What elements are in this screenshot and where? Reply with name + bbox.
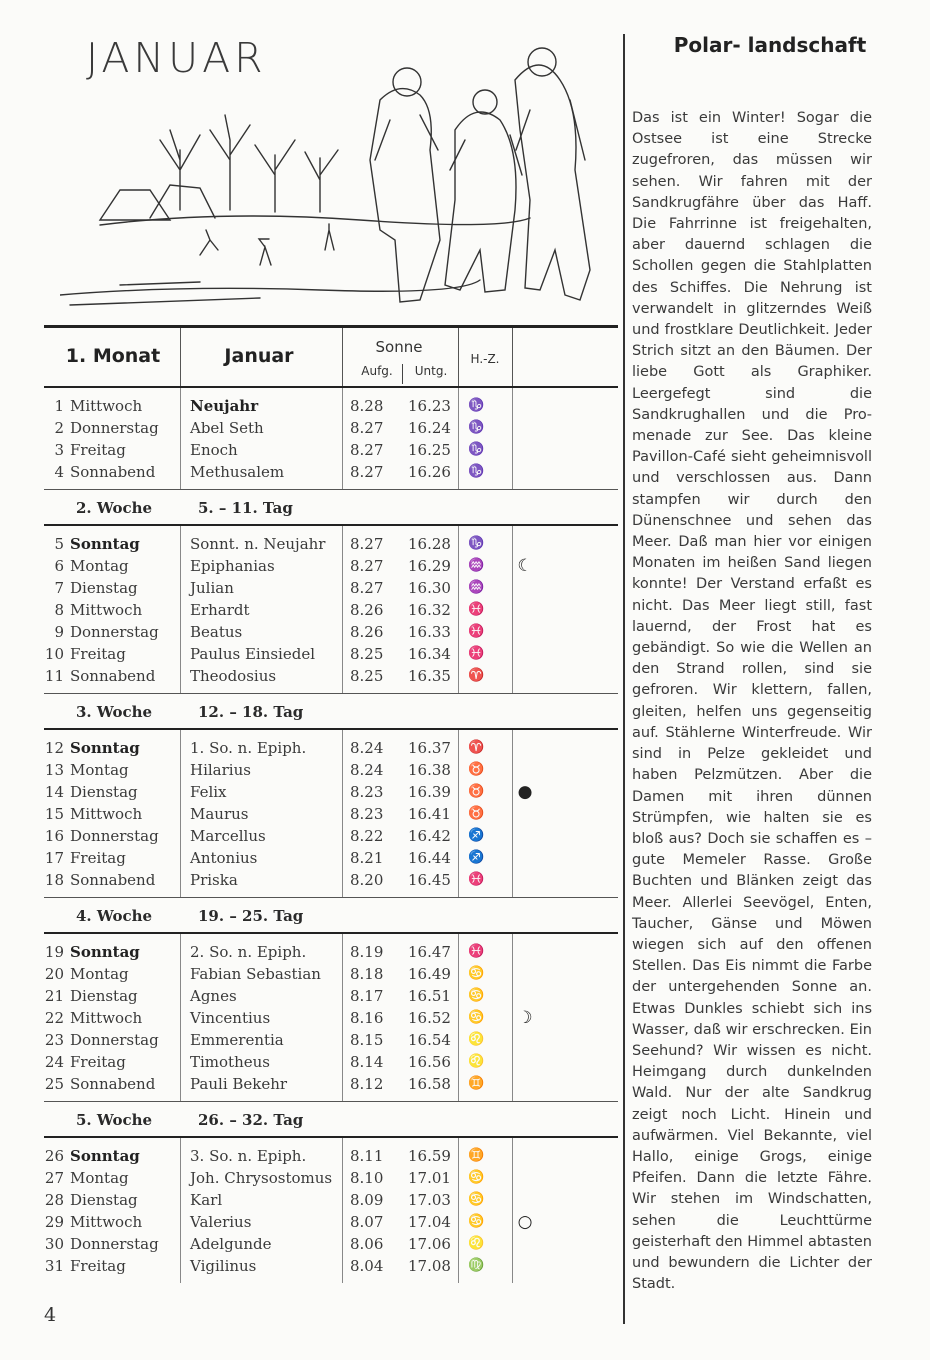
day-row: [44, 1007, 618, 1029]
day-number: 29: [44, 1213, 64, 1231]
day-number: 24: [44, 1053, 64, 1071]
header-set-label: Untg.: [414, 364, 448, 378]
day-row: [44, 847, 618, 869]
zodiac-icon: ♊: [468, 1148, 485, 1163]
sunset-time: 16.58: [408, 1075, 451, 1093]
column-divider: [342, 328, 343, 386]
weekday: Dienstag: [70, 783, 138, 801]
name-day: Antonius: [190, 849, 258, 867]
column-divider-rule: [623, 34, 625, 1324]
weekday: Sonnabend: [70, 463, 156, 481]
name-day: Karl: [190, 1191, 223, 1209]
weekday: Sonntag: [70, 739, 140, 757]
weekday: Montag: [70, 965, 129, 983]
zodiac-icon: ♑: [468, 464, 485, 479]
sunrise-time: 8.25: [350, 645, 384, 663]
zodiac-icon: ♍: [468, 1258, 485, 1273]
week-label: 5. Woche: [76, 1111, 153, 1129]
day-row: [44, 1255, 618, 1277]
weekday: Sonnabend: [70, 1075, 156, 1093]
sunrise-time: 8.26: [350, 623, 384, 641]
name-day: Hilarius: [190, 761, 251, 779]
name-day: Vincentius: [190, 1009, 271, 1027]
weekday: Mittwoch: [70, 1009, 143, 1027]
name-day: Marcellus: [190, 827, 266, 845]
day-row: [44, 1073, 618, 1095]
sunset-time: 16.35: [408, 667, 451, 685]
page-number: 4: [44, 1304, 57, 1326]
zodiac-icon: ♊: [468, 1076, 485, 1091]
name-day: Neujahr: [190, 397, 259, 415]
sunrise-time: 8.23: [350, 783, 384, 801]
sunset-time: 16.25: [408, 441, 451, 459]
day-row: [44, 643, 618, 665]
zodiac-icon: ♋: [468, 988, 485, 1003]
day-row: [44, 439, 618, 461]
sunrise-time: 8.11: [350, 1147, 384, 1165]
day-row: [44, 803, 618, 825]
weekday: Donnerstag: [70, 1031, 159, 1049]
sunrise-time: 8.07: [350, 1213, 384, 1231]
sun-subdivider: [402, 364, 403, 384]
weekday: Mittwoch: [70, 805, 143, 823]
sunset-time: 16.54: [408, 1031, 451, 1049]
weekday: Montag: [70, 557, 129, 575]
sidebar-article-text: Das ist ein Winter! Sogar die Ostsee ist eine Strecke zugefroren, das müssen wir sehen. Wir fahren mit der Sandkrugfähre über das Haff. Die Fahrrinne ist freigehalten, aber dauernd schlagen die Schollen gegen die Stahlplatten des Schiffes. Die Nehrung ist verwandelt in glitzerndes Weiß und frostklare Deutlichkeit. Jeder Strich sitzt an den Bäumen. Der liebe Gott als Graphiker. Leergefegt sind die Sandkrughallen und die Promenade zur See. Das kleine Pavillon-Café sieht geheimnisvoll und verschlossen aus. Dann stampfen wir durch den Dünenschnee und sehen das Meer. Daß man hier vor einigen Monaten im heißen Sand liegen konnte! Der Verstand erfaßt es nicht. Das Meer liegt still, fast lauernd, der Frost hat es gebändigt. So wie die Wellen an den Strand rollen, sind sie gefroren. Wir klettern, fallen, gleiten, helfen uns gegenseitig auf. Stählerne Winterfreude. Wir sind in Pelze gekleidet und haben Pelzmützen. Aber die Damen mit ihren dünnen Strümpfen, wie halten sie es bloß aus? Doch sie schaffen es – gute Memeler Rasse. Große Buchten und Blänken zeigt das Meer. Allerlei Seevögel, Enten, Taucher, Gänse und Möwen wiegen sich auf den offenen Stellen. Das Eis nimmt die Farbe der untergehenden Sonne an. Etwas Dunkles schiebt sich ins Wasser, daß wir erschrecken. Ein Seehund? Wir wissen es nicht. Heimgang durch dunkelnden Wald. Nur der alte Sandkrug zeigt noch Licht. Hinein und aufwärmen. Viel Bekannte, viel Hallo, einige Grogs, einige Pfeifen. Dann die letzte Fähre. Wir stehen im Windschatten, sehen die Leuchttürme geisterhaft den Himmel abtasten und bewundern die Lichter der Stadt.: [632, 110, 872, 1293]
sunrise-time: 8.28: [350, 397, 384, 415]
calendar-table: [44, 325, 618, 1283]
weekday: Dienstag: [70, 987, 138, 1005]
week-day-range: 26. – 32. Tag: [198, 1111, 304, 1129]
weekday: Dienstag: [70, 579, 138, 597]
winter-scene-illustration: [60, 40, 616, 330]
day-number: 5: [54, 535, 64, 553]
zodiac-icon: ♌: [468, 1236, 485, 1251]
sunrise-time: 8.27: [350, 441, 384, 459]
zodiac-icon: ♉: [468, 762, 485, 777]
zodiac-icon: ♒: [468, 580, 485, 595]
zodiac-icon: ♓: [468, 646, 485, 661]
sunset-time: 16.51: [408, 987, 451, 1005]
weekday: Freitag: [70, 441, 126, 459]
day-number: 22: [44, 1009, 64, 1027]
sunset-time: 16.47: [408, 943, 451, 961]
sunset-time: 16.44: [408, 849, 451, 867]
sidebar-title: Polar- landschaft: [673, 33, 867, 57]
sunset-time: 16.41: [408, 805, 451, 823]
day-row: [44, 781, 618, 803]
day-row: [44, 1167, 618, 1189]
sunrise-time: 8.04: [350, 1257, 384, 1275]
day-number: 31: [44, 1257, 64, 1275]
day-row: [44, 1233, 618, 1255]
sunrise-time: 8.23: [350, 805, 384, 823]
week-block: [44, 730, 618, 898]
zodiac-icon: ♋: [468, 966, 485, 981]
day-row: [44, 417, 618, 439]
day-number: 21: [44, 987, 64, 1005]
day-number: 20: [44, 965, 64, 983]
weekday: Sonntag: [70, 1147, 140, 1165]
weekday: Donnerstag: [70, 419, 159, 437]
day-number: 26: [44, 1147, 64, 1165]
sunrise-time: 8.09: [350, 1191, 384, 1209]
week-block: [44, 388, 618, 490]
sunrise-time: 8.22: [350, 827, 384, 845]
zodiac-icon: ♋: [468, 1170, 485, 1185]
zodiac-icon: ♈: [468, 668, 485, 683]
weekday: Dienstag: [70, 1191, 138, 1209]
day-number: 2: [54, 419, 64, 437]
name-day: Fabian Sebastian: [190, 965, 321, 983]
weekday: Sonnabend: [70, 871, 156, 889]
day-row: [44, 461, 618, 483]
weekday: Montag: [70, 761, 129, 779]
week-label: 2. Woche: [76, 499, 153, 517]
sunset-time: 16.24: [408, 419, 451, 437]
zodiac-icon: ♓: [468, 872, 485, 887]
day-number: 11: [44, 667, 64, 685]
day-row: [44, 599, 618, 621]
sunset-time: 16.42: [408, 827, 451, 845]
name-day: Agnes: [190, 987, 237, 1005]
sunset-time: 16.38: [408, 761, 451, 779]
day-row: [44, 825, 618, 847]
sunrise-time: 8.27: [350, 419, 384, 437]
sunset-time: 16.39: [408, 783, 451, 801]
name-day: Pauli Bekehr: [190, 1075, 288, 1093]
weekday: Sonnabend: [70, 667, 156, 685]
day-row: [44, 621, 618, 643]
sunset-time: 16.26: [408, 463, 451, 481]
day-row: [44, 1051, 618, 1073]
sunset-time: 16.28: [408, 535, 451, 553]
zodiac-icon: ♌: [468, 1054, 485, 1069]
sunrise-time: 8.27: [350, 557, 384, 575]
zodiac-icon: ♐: [468, 828, 485, 843]
calendar-body: [44, 388, 618, 1283]
moon-phase-icon: ○: [517, 1212, 533, 1232]
header-name-label: Januar: [224, 345, 294, 367]
name-day: Vigilinus: [190, 1257, 257, 1275]
sunset-time: 16.45: [408, 871, 451, 889]
week-block: [44, 934, 618, 1102]
weekday: Freitag: [70, 1053, 126, 1071]
day-number: 27: [44, 1169, 64, 1187]
weekday: Freitag: [70, 849, 126, 867]
column-divider: [180, 328, 181, 386]
week-header: [44, 490, 618, 526]
day-number: 6: [54, 557, 64, 575]
name-day: Julian: [190, 579, 234, 597]
sunset-time: 16.29: [408, 557, 451, 575]
sunset-time: 16.37: [408, 739, 451, 757]
zodiac-icon: ♓: [468, 944, 485, 959]
sunrise-time: 8.24: [350, 761, 384, 779]
sunset-time: 16.52: [408, 1009, 451, 1027]
day-number: 25: [44, 1075, 64, 1093]
day-number: 1: [54, 397, 64, 415]
table-header: [44, 328, 618, 388]
moon-phase-icon: ☾: [517, 556, 533, 576]
week-block: [44, 526, 618, 694]
moon-phase-icon: ☽: [517, 1008, 533, 1028]
name-day: Enoch: [190, 441, 238, 459]
weekday: Montag: [70, 1169, 129, 1187]
name-day: Abel Seth: [190, 419, 264, 437]
day-number: 30: [44, 1235, 64, 1253]
week-label: 4. Woche: [76, 907, 153, 925]
day-number: 15: [44, 805, 64, 823]
zodiac-icon: ♋: [468, 1010, 485, 1025]
day-row: [44, 577, 618, 599]
zodiac-icon: ♓: [468, 624, 485, 639]
header-month-label: 1. Monat: [65, 345, 161, 367]
zodiac-icon: ♑: [468, 398, 485, 413]
day-row: [44, 555, 618, 577]
zodiac-icon: ♓: [468, 602, 485, 617]
day-row: [44, 1029, 618, 1051]
zodiac-icon: ♑: [468, 420, 485, 435]
name-day: Joh. Chrysostomus: [190, 1169, 333, 1187]
sunset-time: 16.34: [408, 645, 451, 663]
day-row: [44, 1145, 618, 1167]
day-row: [44, 737, 618, 759]
sunrise-time: 8.12: [350, 1075, 384, 1093]
header-sun-label: Sonne: [375, 338, 423, 356]
name-day: Felix: [190, 783, 227, 801]
header-rise-label: Aufg.: [361, 364, 393, 378]
zodiac-icon: ♉: [468, 806, 485, 821]
day-row: [44, 985, 618, 1007]
zodiac-icon: ♋: [468, 1192, 485, 1207]
zodiac-icon: ♈: [468, 740, 485, 755]
sunset-time: 17.04: [408, 1213, 451, 1231]
weekday: Sonntag: [70, 943, 140, 961]
weekday: Freitag: [70, 1257, 126, 1275]
name-day: Maurus: [190, 805, 249, 823]
weekday: Mittwoch: [70, 1213, 143, 1231]
day-number: 18: [44, 871, 64, 889]
sunset-time: 16.23: [408, 397, 451, 415]
sunset-time: 16.56: [408, 1053, 451, 1071]
sunrise-time: 8.10: [350, 1169, 384, 1187]
sunset-time: 17.08: [408, 1257, 451, 1275]
name-day: Emmerentia: [190, 1031, 284, 1049]
sunset-time: 16.30: [408, 579, 451, 597]
sunrise-time: 8.15: [350, 1031, 384, 1049]
zodiac-icon: ♑: [468, 442, 485, 457]
day-number: 4: [54, 463, 64, 481]
sunset-time: 17.03: [408, 1191, 451, 1209]
sunrise-time: 8.16: [350, 1009, 384, 1027]
zodiac-icon: ♒: [468, 558, 485, 573]
name-day: Erhardt: [190, 601, 250, 619]
sunrise-time: 8.06: [350, 1235, 384, 1253]
name-day: 3. So. n. Epiph.: [190, 1147, 307, 1165]
day-number: 23: [44, 1031, 64, 1049]
sunrise-time: 8.17: [350, 987, 384, 1005]
header-zodiac-label: H.-Z.: [470, 352, 500, 366]
day-number: 19: [44, 943, 64, 961]
weekday: Sonntag: [70, 535, 140, 553]
zodiac-icon: ♑: [468, 536, 485, 551]
name-day: Methusalem: [190, 463, 285, 481]
sunrise-time: 8.14: [350, 1053, 384, 1071]
day-number: 12: [44, 739, 64, 757]
name-day: Priska: [190, 871, 238, 889]
weekday: Donnerstag: [70, 623, 159, 641]
weekday: Mittwoch: [70, 397, 143, 415]
name-day: 1. So. n. Epiph.: [190, 739, 307, 757]
sunset-time: 16.49: [408, 965, 451, 983]
day-row: [44, 665, 618, 687]
sunset-time: 17.06: [408, 1235, 451, 1253]
sunset-time: 16.33: [408, 623, 451, 641]
name-day: Paulus Einsiedel: [190, 645, 316, 663]
day-number: 14: [44, 783, 64, 801]
sunrise-time: 8.27: [350, 463, 384, 481]
sunrise-time: 8.26: [350, 601, 384, 619]
moon-phase-icon: ●: [517, 782, 533, 802]
sunrise-time: 8.18: [350, 965, 384, 983]
sunrise-time: 8.20: [350, 871, 384, 889]
day-number: 8: [54, 601, 64, 619]
name-day: Beatus: [190, 623, 243, 641]
month-heading: JANUAR: [86, 34, 267, 82]
day-row: [44, 869, 618, 891]
zodiac-icon: ♉: [468, 784, 485, 799]
sunrise-time: 8.27: [350, 579, 384, 597]
week-day-range: 19. – 25. Tag: [198, 907, 304, 925]
week-block: [44, 1138, 618, 1283]
sunrise-time: 8.27: [350, 535, 384, 553]
day-row: [44, 941, 618, 963]
zodiac-icon: ♋: [468, 1214, 485, 1229]
day-number: 16: [44, 827, 64, 845]
day-row: [44, 1189, 618, 1211]
name-day: Adelgunde: [190, 1235, 272, 1253]
sunset-time: 17.01: [408, 1169, 451, 1187]
weekday: Mittwoch: [70, 601, 143, 619]
day-row: [44, 759, 618, 781]
day-number: 17: [44, 849, 64, 867]
week-day-range: 12. – 18. Tag: [198, 703, 304, 721]
day-row: [44, 533, 618, 555]
sunrise-time: 8.19: [350, 943, 384, 961]
week-label: 3. Woche: [76, 703, 153, 721]
name-day: Timotheus: [190, 1053, 270, 1071]
sunset-time: 16.32: [408, 601, 451, 619]
name-day: Theodosius: [190, 667, 277, 685]
week-header: [44, 694, 618, 730]
sunrise-time: 8.25: [350, 667, 384, 685]
day-number: 10: [44, 645, 64, 663]
day-number: 9: [54, 623, 64, 641]
day-number: 28: [44, 1191, 64, 1209]
day-number: 3: [54, 441, 64, 459]
name-day: Valerius: [190, 1213, 252, 1231]
weekday: Freitag: [70, 645, 126, 663]
name-day: Epiphanias: [190, 557, 275, 575]
day-row: [44, 963, 618, 985]
week-header: [44, 1102, 618, 1138]
zodiac-icon: ♌: [468, 1032, 485, 1047]
weekday: Donnerstag: [70, 827, 159, 845]
day-number: 7: [54, 579, 64, 597]
zodiac-icon: ♐: [468, 850, 485, 865]
day-row: [44, 1211, 618, 1233]
column-divider: [512, 328, 513, 386]
name-day: Sonnt. n. Neujahr: [190, 535, 326, 553]
week-day-range: 5. – 11. Tag: [198, 499, 293, 517]
sunset-time: 16.59: [408, 1147, 451, 1165]
week-header: [44, 898, 618, 934]
sunrise-time: 8.24: [350, 739, 384, 757]
day-number: 13: [44, 761, 64, 779]
weekday: Donnerstag: [70, 1235, 159, 1253]
name-day: 2. So. n. Epiph.: [190, 943, 307, 961]
sunrise-time: 8.21: [350, 849, 384, 867]
day-row: [44, 395, 618, 417]
